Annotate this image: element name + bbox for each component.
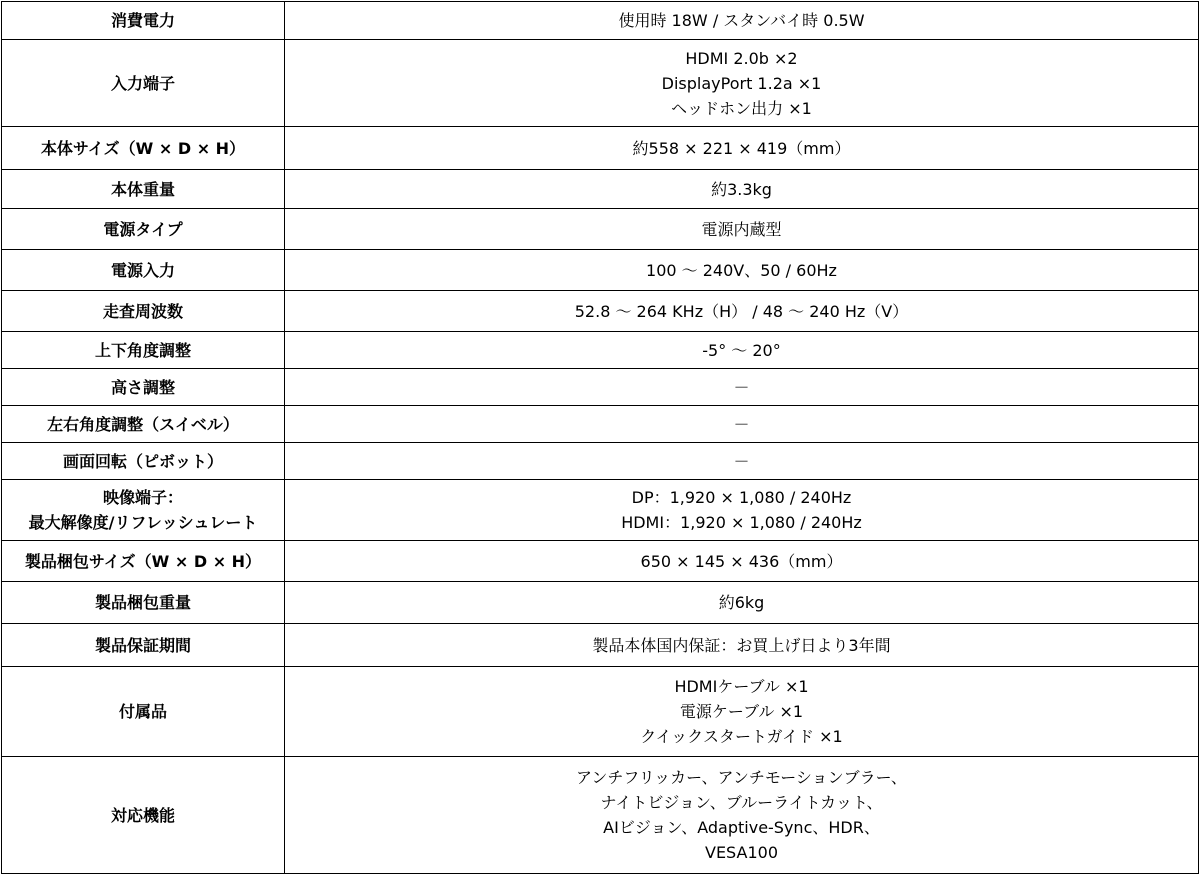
table-row xyxy=(2,541,1199,582)
value-line: -5° ～ 20° xyxy=(702,340,781,360)
value-line: クイックスタートガイド ×1 xyxy=(640,727,843,746)
row-value xyxy=(285,443,1199,480)
label-line: 本体重量 xyxy=(110,179,175,199)
table-row xyxy=(2,250,1199,291)
table-row xyxy=(2,127,1199,170)
row-label xyxy=(2,170,285,209)
table-row xyxy=(2,369,1199,406)
row-label xyxy=(2,127,285,170)
row-value xyxy=(285,541,1199,582)
label-line: 左右角度調整（スイベル） xyxy=(47,414,239,434)
label-line: 最大解像度/リフレッシュレート xyxy=(28,513,258,532)
row-value xyxy=(285,480,1199,541)
value-line: － xyxy=(733,451,750,471)
row-value xyxy=(285,667,1199,757)
row-label xyxy=(2,2,285,40)
row-label xyxy=(2,582,285,624)
row-value xyxy=(285,250,1199,291)
value-line: － xyxy=(733,414,750,434)
label-line: 電源入力 xyxy=(110,260,175,280)
value-line: 製品本体国内保証：お買上げ日より3年間 xyxy=(592,635,891,655)
value-line: HDMI：1,920 × 1,080 / 240Hz xyxy=(621,513,862,532)
value-line: 電源ケーブル ×1 xyxy=(679,702,804,721)
row-value xyxy=(285,332,1199,369)
row-value xyxy=(285,2,1199,40)
table-row xyxy=(2,170,1199,209)
label-line: 走査周波数 xyxy=(102,301,183,321)
value-line: ナイトビジョン、ブルーライトカット、 xyxy=(600,793,883,812)
row-label xyxy=(2,209,285,250)
row-label xyxy=(2,541,285,582)
value-line: 電源内蔵型 xyxy=(701,219,782,239)
row-label xyxy=(2,624,285,667)
label-line: 消費電力 xyxy=(110,11,175,30)
label-line: 電源タイプ xyxy=(103,219,183,239)
label-line: 製品保証期間 xyxy=(94,635,191,655)
value-line: 650 × 145 × 436（mm） xyxy=(640,551,843,571)
row-value xyxy=(285,624,1199,667)
row-label xyxy=(2,757,285,874)
label-line: 映像端子： xyxy=(102,488,183,507)
table-row xyxy=(2,443,1199,480)
row-label xyxy=(2,332,285,369)
table-row xyxy=(2,757,1199,874)
table-row xyxy=(2,624,1199,667)
label-line: 画面回転（ピボット） xyxy=(62,451,223,471)
row-value xyxy=(285,209,1199,250)
value-line: 使用時 18W / スタンバイ時 0.5W xyxy=(618,11,865,30)
value-line: － xyxy=(733,377,750,397)
table-row xyxy=(2,2,1199,40)
table-row xyxy=(2,332,1199,369)
value-line: 約3.3kg xyxy=(711,179,772,199)
row-value xyxy=(285,582,1199,624)
value-line: HDMIケーブル ×1 xyxy=(674,677,809,696)
value-line: DisplayPort 1.2a ×1 xyxy=(661,73,822,93)
row-value xyxy=(285,40,1199,127)
value-line: 52.8 ～ 264 KHz（H） / 48 ～ 240 Hz（V） xyxy=(574,301,909,321)
value-line: アンチフリッカー、アンチモーションブラー、 xyxy=(576,768,907,787)
label-line: 製品梱包サイズ（W × D × H） xyxy=(24,551,262,571)
value-line: VESA100 xyxy=(705,843,778,862)
row-value xyxy=(285,127,1199,170)
row-label xyxy=(2,291,285,332)
value-line: ヘッドホン出力 ×1 xyxy=(671,98,812,118)
row-label xyxy=(2,250,285,291)
row-label xyxy=(2,480,285,541)
label-line: 高さ調整 xyxy=(110,377,175,397)
label-line: 製品梱包重量 xyxy=(94,593,191,612)
table-row xyxy=(2,291,1199,332)
table-row xyxy=(2,406,1199,443)
table-row xyxy=(2,209,1199,250)
row-value xyxy=(285,406,1199,443)
row-value xyxy=(285,369,1199,406)
row-value xyxy=(285,291,1199,332)
value-line: 100 ～ 240V、50 / 60Hz xyxy=(646,260,837,280)
label-line: 対応機能 xyxy=(110,805,175,825)
label-line: 上下角度調整 xyxy=(94,340,191,360)
table-row xyxy=(2,582,1199,624)
label-line: 付属品 xyxy=(118,702,167,721)
value-line: AIビジョン、Adaptive-Sync、HDR、 xyxy=(603,818,880,837)
value-line: DP：1,920 × 1,080 / 240Hz xyxy=(631,488,852,507)
row-label xyxy=(2,667,285,757)
value-line: 約6kg xyxy=(718,593,765,612)
value-line: HDMI 2.0b ×2 xyxy=(685,48,798,68)
table-row xyxy=(2,480,1199,541)
row-label xyxy=(2,40,285,127)
row-value xyxy=(285,170,1199,209)
row-label xyxy=(2,406,285,443)
label-line: 本体サイズ（W × D × H） xyxy=(40,138,246,158)
value-line: 約558 × 221 × 419（mm） xyxy=(632,138,851,158)
row-label xyxy=(2,443,285,480)
spec-table xyxy=(1,1,1199,874)
table-row xyxy=(2,667,1199,757)
table-row xyxy=(2,40,1199,127)
row-label xyxy=(2,369,285,406)
row-value xyxy=(285,757,1199,874)
label-line: 入力端子 xyxy=(110,73,175,93)
